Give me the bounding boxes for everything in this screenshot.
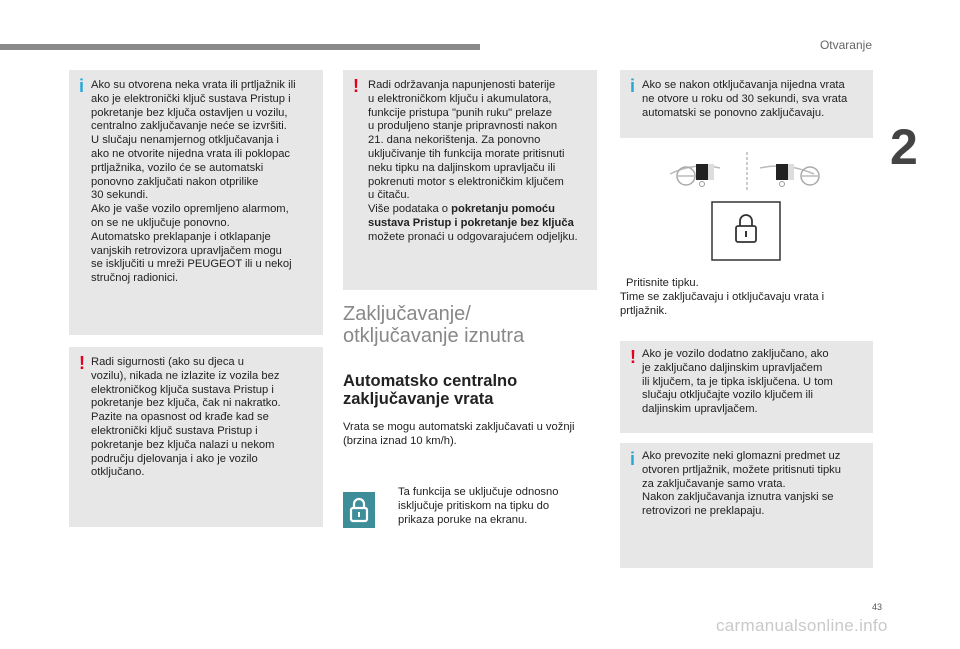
text-line: pokrenuti motor s elektroničkim ključem <box>368 175 564 188</box>
watermark: carmanualsonline.info <box>716 616 888 635</box>
info-icon: i <box>79 76 85 96</box>
text-line: vozilu), nikada ne izlazite iz vozila bez <box>91 369 280 382</box>
text-line: elektronički ključ sustava Pristup i <box>91 424 258 437</box>
info-box-relock <box>620 70 873 138</box>
lock-icon-description <box>398 486 598 527</box>
text-line: otvoren prtljažnik, možete pritisnuti tipku <box>642 463 841 476</box>
text-line: uključivanje tih funkcija morate pritisnuti <box>368 147 565 160</box>
info-text <box>642 79 870 120</box>
text-line: ako ne otvorite nijedna vrata ili poklopac <box>91 147 291 160</box>
text-line: pokretanje bez ključa, čak ni nakratko. <box>91 397 281 410</box>
warning-text <box>368 79 596 245</box>
warning-icon: ! <box>353 76 359 96</box>
info-text <box>91 79 319 286</box>
text-line: 21. dana nekorištenja. Za ponovno <box>368 134 541 147</box>
info-box-door-open <box>69 70 323 335</box>
text-line: vanjskih retrovizora upravljačem mogu <box>91 244 282 257</box>
text-line: ako je elektronički ključ sustava Pristup i <box>91 92 291 105</box>
text-line: Ako prevozite neki glomazni predmet uz <box>642 450 841 462</box>
text-line: on se ne uključuje ponovno. <box>91 216 230 229</box>
text-line: slučaju otključajte vozilo ključem ili <box>642 389 813 402</box>
text-line: u čitaču. <box>368 189 410 202</box>
text-line: Nakon zaključavanja iznutra vanjski se <box>642 491 834 504</box>
text-line: Ta funkcija se uključuje odnosno <box>398 486 559 498</box>
text-line: prikaza poruke na ekranu. <box>398 513 528 526</box>
text-line: Radi sigurnosti (ako su djeca u <box>91 356 244 368</box>
text-line: prtljažnika, vozilo će se automatski <box>91 161 264 174</box>
text-line: Ako su otvorena neka vrata ili prtljažnik ili <box>91 79 296 91</box>
info-text <box>642 450 870 519</box>
step-result <box>620 291 873 319</box>
dashboard-illustration <box>664 152 830 262</box>
text-line: Ako se nakon otključavanja nijedna vrata <box>642 79 845 91</box>
warning-box-battery <box>343 70 597 290</box>
section-heading <box>343 303 524 347</box>
text-line: automatski se ponovno zaključavaju. <box>642 106 825 119</box>
text-line: se isključiti u mreži PEUGEOT ili u nekoj <box>91 258 292 271</box>
section-heading-line1: Zaključavanje/ <box>343 303 471 325</box>
bold-term-1: pokretanju pomoću <box>451 203 555 216</box>
text-line: 30 sekundi. <box>91 189 149 202</box>
info-box-bulky-load <box>620 443 873 568</box>
text-line: za zaključavanje samo vrata. <box>642 477 786 490</box>
text-line: Pazite na opasnost od krađe kad se <box>91 411 269 424</box>
chapter-number: 2 <box>890 119 918 175</box>
text-line: području djelovanja i ako je vozilo <box>91 452 258 465</box>
section-heading-line2: otključavanje iznutra <box>343 325 525 347</box>
text-line: daljinskim upravljačem. <box>642 403 758 416</box>
subheading-line2: zaključavanje vrata <box>343 390 494 408</box>
text-line: Ako je vaše vozilo opremljeno alarmom, <box>91 203 289 216</box>
text-line: Ako je vozilo dodatno zaključano, ako <box>642 348 829 360</box>
text-line: ne otvore u roku od 30 sekundi, sva vrata <box>642 92 848 105</box>
text-line: Radi održavanja napunjenosti baterije <box>368 79 556 91</box>
text-line: elektroničkog ključa sustava Pristup i <box>91 383 274 396</box>
text-line: pokretanje bez ključa nalazi u nekom <box>91 438 275 451</box>
text-line: funkcije pristupa "punih ruku" prelaze <box>368 106 552 119</box>
warning-tail: možete pronaći u odgovarajućem odjeljku. <box>368 230 578 243</box>
text-line: U slučaju nenamjernog otključavanja i <box>91 134 279 147</box>
subheading <box>343 372 517 408</box>
text-line: ili ključem, ta je tipka isključena. U tom <box>642 375 833 388</box>
info-icon: i <box>630 76 636 96</box>
text-line: otključano. <box>91 466 145 479</box>
text-line: neku tipku na daljinskom upravljaču ili <box>368 161 556 174</box>
header-bar <box>0 44 480 50</box>
step-text: Pritisnite tipku. <box>626 277 699 289</box>
central-lock-figure <box>664 152 830 262</box>
text-line: pokretanje bez ključa ostavljen u vozilu, <box>91 106 288 119</box>
text-line: stručnoj radionici. <box>91 272 179 285</box>
subheading-line1: Automatsko centralno <box>343 372 518 390</box>
text-line: Automatsko preklapanje i otklapanje <box>91 230 271 243</box>
warning-icon: ! <box>630 347 636 367</box>
text-line: ponovno zaključati nakon otprilike <box>91 175 259 188</box>
warning-icon: ! <box>79 353 85 373</box>
text-line: isključuje pritiskom na tipku do <box>398 499 550 512</box>
warning-box-deadlock <box>620 341 873 433</box>
warning-text <box>91 356 319 480</box>
text-line: je zaključano daljinskim upravljačem <box>642 361 823 374</box>
bold-term-2: sustava Pristup i pokretanje bez ključa <box>368 216 574 229</box>
text-line: centralno zaključavanje neće se izvršiti. <box>91 120 287 133</box>
lock-button-icon <box>343 492 375 528</box>
paragraph-line2: (brzina iznad 10 km/h). <box>343 434 457 447</box>
result-line1: Time se zaključavaju i otključavaju vrata i <box>620 291 825 303</box>
warning-text <box>642 348 870 417</box>
page-number: 43 <box>872 602 883 612</box>
text-line: u elektroničkom ključu i akumulatora, <box>368 92 552 105</box>
paragraph-line1: Vrata se mogu automatski zaključavati u vožnji <box>343 421 575 433</box>
warning-box-safety <box>69 347 323 527</box>
text-line: retrovizori ne preklapaju. <box>642 505 765 518</box>
auto-lock-paragraph <box>343 421 598 449</box>
text-line: u produljeno stanje pripravnosti nakon <box>368 120 558 133</box>
step-instruction <box>620 277 873 291</box>
result-line2: prtljažnik. <box>620 304 668 317</box>
info-icon: i <box>630 449 636 469</box>
text-line: Više podataka o <box>368 203 452 216</box>
section-title: Otvaranje <box>819 38 872 52</box>
